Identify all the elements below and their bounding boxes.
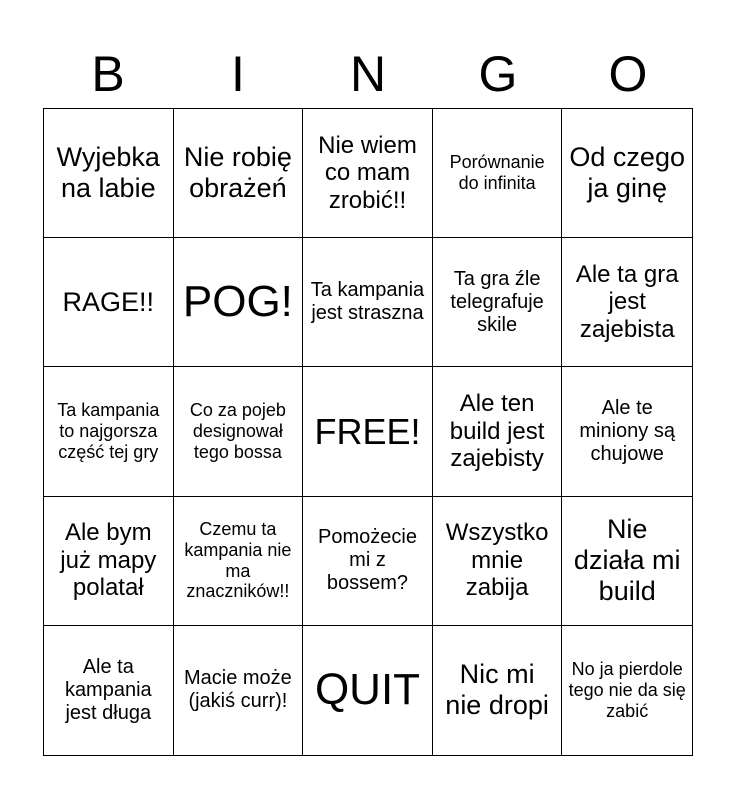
cell-text: QUIT bbox=[314, 665, 421, 715]
header-letter-n: N bbox=[349, 46, 387, 102]
cell-text: Ale ta gra jest zajebista bbox=[575, 260, 679, 344]
cell-text: Ta kampania jest straszna bbox=[310, 279, 425, 325]
bingo-cell-r5c2[interactable] bbox=[174, 626, 304, 755]
bingo-header bbox=[43, 40, 693, 108]
cell-text: POG! bbox=[182, 276, 293, 326]
cell-text: No ja pierdole tego nie da się zabić bbox=[568, 659, 686, 721]
cell-text: Ale ta kampania jest długa bbox=[64, 655, 152, 724]
cell-text: Ale ten build jest zajebisty bbox=[449, 390, 545, 473]
cell-text: Nic mi nie dropi bbox=[445, 659, 549, 721]
header-letter-o: O bbox=[608, 46, 648, 102]
cell-text: RAGE!! bbox=[62, 286, 155, 317]
cell-text: Ta gra źle telegrafuje skile bbox=[450, 267, 544, 336]
bingo-cell-r4c1[interactable] bbox=[44, 497, 174, 626]
bingo-cell-r5c4[interactable] bbox=[433, 626, 563, 755]
header-letter-g: G bbox=[478, 46, 518, 102]
bingo-cell-r2c4[interactable] bbox=[433, 238, 563, 367]
bingo-cell-r3c3[interactable] bbox=[303, 367, 433, 496]
bingo-cell-r5c1[interactable] bbox=[44, 626, 174, 755]
bingo-cell-r5c3[interactable] bbox=[303, 626, 433, 755]
bingo-cell-r3c2[interactable] bbox=[174, 367, 304, 496]
bingo-cell-r2c5[interactable] bbox=[562, 238, 692, 367]
bingo-cell-r1c1[interactable] bbox=[44, 109, 174, 238]
bingo-cell-r1c2[interactable] bbox=[174, 109, 304, 238]
header-letter-i: I bbox=[231, 46, 245, 102]
cell-text: Wszystko mnie zabija bbox=[445, 519, 549, 602]
bingo-cell-r4c3[interactable] bbox=[303, 497, 433, 626]
cell-text: Ta kampania to najgorsza część tej gry bbox=[57, 400, 160, 462]
bingo-cell-r3c1[interactable] bbox=[44, 367, 174, 496]
bingo-cell-r3c5[interactable] bbox=[562, 367, 692, 496]
bingo-cell-r4c2[interactable] bbox=[174, 497, 304, 626]
bingo-board bbox=[43, 108, 693, 756]
header-letter-b: B bbox=[91, 46, 125, 102]
bingo-cell-r4c5[interactable] bbox=[562, 497, 692, 626]
cell-text: Ale bym już mapy polatał bbox=[60, 519, 157, 602]
free-space-text: FREE! bbox=[314, 410, 421, 452]
cell-text: Macie może (jakiś curr)! bbox=[183, 667, 292, 713]
cell-text: Porównanie do infinita bbox=[449, 152, 545, 194]
bingo-cell-r1c4[interactable] bbox=[433, 109, 563, 238]
cell-text: Nie robię obrażeń bbox=[183, 142, 292, 204]
cell-text: Wyjebka na labie bbox=[56, 142, 160, 204]
cell-text: Od czego ja ginę bbox=[569, 142, 685, 204]
bingo-cell-r3c4[interactable] bbox=[433, 367, 563, 496]
cell-text: Ale te miniony są chujowe bbox=[579, 396, 675, 465]
cell-text: Pomożecie mi z bossem? bbox=[318, 526, 417, 595]
bingo-cell-r2c3[interactable] bbox=[303, 238, 433, 367]
bingo-cell-r5c5[interactable] bbox=[562, 626, 692, 755]
cell-text: Nie wiem co mam zrobić!! bbox=[318, 131, 417, 214]
bingo-cell-r2c2[interactable] bbox=[174, 238, 304, 367]
cell-text: Czemu ta kampania nie ma znaczników!! bbox=[184, 519, 292, 602]
cell-text: Nie działa mi build bbox=[573, 514, 681, 607]
cell-text: Co za pojeb designował tego bossa bbox=[189, 400, 286, 462]
bingo-cell-r1c5[interactable] bbox=[562, 109, 692, 238]
bingo-cell-r1c3[interactable] bbox=[303, 109, 433, 238]
bingo-cell-r2c1[interactable] bbox=[44, 238, 174, 367]
bingo-cell-r4c4[interactable] bbox=[433, 497, 563, 626]
